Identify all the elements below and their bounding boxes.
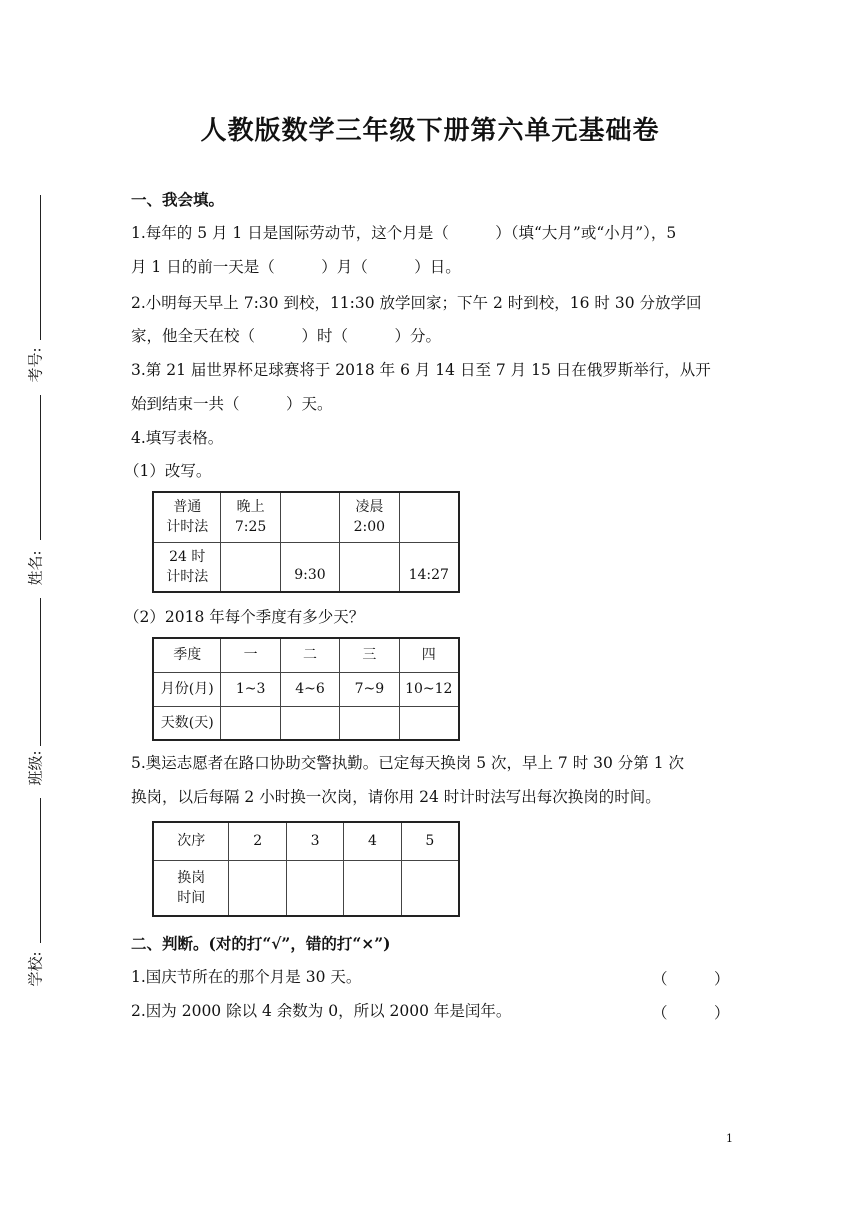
side-rule-school [40,798,41,943]
table1-cell[interactable] [221,542,280,592]
q4-label: 4.填写表格。 [131,429,224,447]
side-label-school: 学校: [26,951,45,987]
side-rule-name [40,395,41,540]
table3-header-cell: 2 [229,822,286,860]
table1-cell[interactable] [340,542,399,592]
table3-answer-cell[interactable] [344,860,401,916]
page-number: 1 [726,1132,733,1145]
shift-times-table [152,821,460,917]
q2-line2: 家，他全天在校（ ）时（ ）分。 [131,327,442,345]
table1-cell[interactable] [399,492,459,542]
table2-cell: 天数(天) [153,706,221,740]
table2-header-cell: 季度 [153,638,221,672]
table1-cell: 普通 计时法 [153,492,221,542]
q2-line1: 2.小明每天早上 7:30 到校，11:30 放学回家；下午 2 时到校，16 时 30 分放学回 [131,294,702,312]
side-label-class: 班级: [26,750,45,786]
table2-answer-cell[interactable] [221,706,280,740]
side-rule-class [40,598,41,746]
judge-q1-answer[interactable]: （ ） [652,970,730,988]
q5-line2: 换岗，以后每隔 2 小时换一次岗，请你用 24 时计时法写出每次换岗的时间。 [131,788,661,806]
table2-header-cell: 三 [340,638,399,672]
section2-heading: 二、判断。(对的打“√”，错的打“×”) [131,934,391,953]
table3-answer-cell[interactable] [286,860,343,916]
table3-cell: 换岗 时间 [153,860,229,916]
table2-answer-cell[interactable] [280,706,339,740]
table1-cell[interactable] [280,492,339,542]
table2-cell: 1~3 [221,672,280,706]
table2-answer-cell[interactable] [340,706,399,740]
table3-header-cell: 次序 [153,822,229,860]
judge-q1: 1.国庆节所在的那个月是 30 天。 [131,968,362,986]
q3-line2: 始到结束一共（ ）天。 [131,395,333,413]
judge-q2: 2.因为 2000 除以 4 余数为 0，所以 2000 年是闰年。 [131,1002,512,1020]
table1-cell: 晚上 7:25 [221,492,280,542]
table3-header-cell: 4 [344,822,401,860]
time-conversion-table [152,491,460,593]
side-label-id: 考号: [26,347,45,383]
table2-header-cell: 一 [221,638,280,672]
table2-answer-cell[interactable] [399,706,459,740]
q4-2-label: （2）2018 年每个季度有多少天？ [124,608,365,626]
table3-answer-cell[interactable] [401,860,459,916]
table1-cell: 14:27 [399,542,459,592]
table2-cell: 10~12 [399,672,459,706]
q1-line2: 月 1 日的前一天是（ ）月（ ）日。 [131,258,461,276]
table1-cell: 24 时 计时法 [153,542,221,592]
judge-q2-answer[interactable]: （ ） [652,1004,730,1022]
table2-header-cell: 二 [280,638,339,672]
table2-cell: 4~6 [280,672,339,706]
table3-answer-cell[interactable] [229,860,286,916]
table3-header-cell: 5 [401,822,459,860]
table2-cell: 月份(月) [153,672,221,706]
side-rule-id [40,195,41,340]
table2-header-cell: 四 [399,638,459,672]
page-title: 人教版数学三年级下册第六单元基础卷 [200,116,660,146]
q4-1-label: （1）改写。 [124,462,212,480]
section1-heading: 一、我会填。 [131,190,225,209]
quarter-days-table [152,637,460,741]
q1-line1: 1.每年的 5 月 1 日是国际劳动节，这个月是（ ）（填“大月”或“小月”），5 [131,224,677,242]
table3-header-cell: 3 [286,822,343,860]
table2-cell: 7~9 [340,672,399,706]
q5-line1: 5.奥运志愿者在路口协助交警执勤。已定每天换岗 5 次，早上 7 时 30 分第 1 次 [131,754,685,772]
table1-cell: 9:30 [280,542,339,592]
table1-cell: 凌晨 2:00 [340,492,399,542]
q3-line1: 3.第 21 届世界杯足球赛将于 2018 年 6 月 14 日至 7 月 15 日在俄罗斯举行，从开 [131,361,711,379]
side-label-name: 姓名: [26,550,45,586]
